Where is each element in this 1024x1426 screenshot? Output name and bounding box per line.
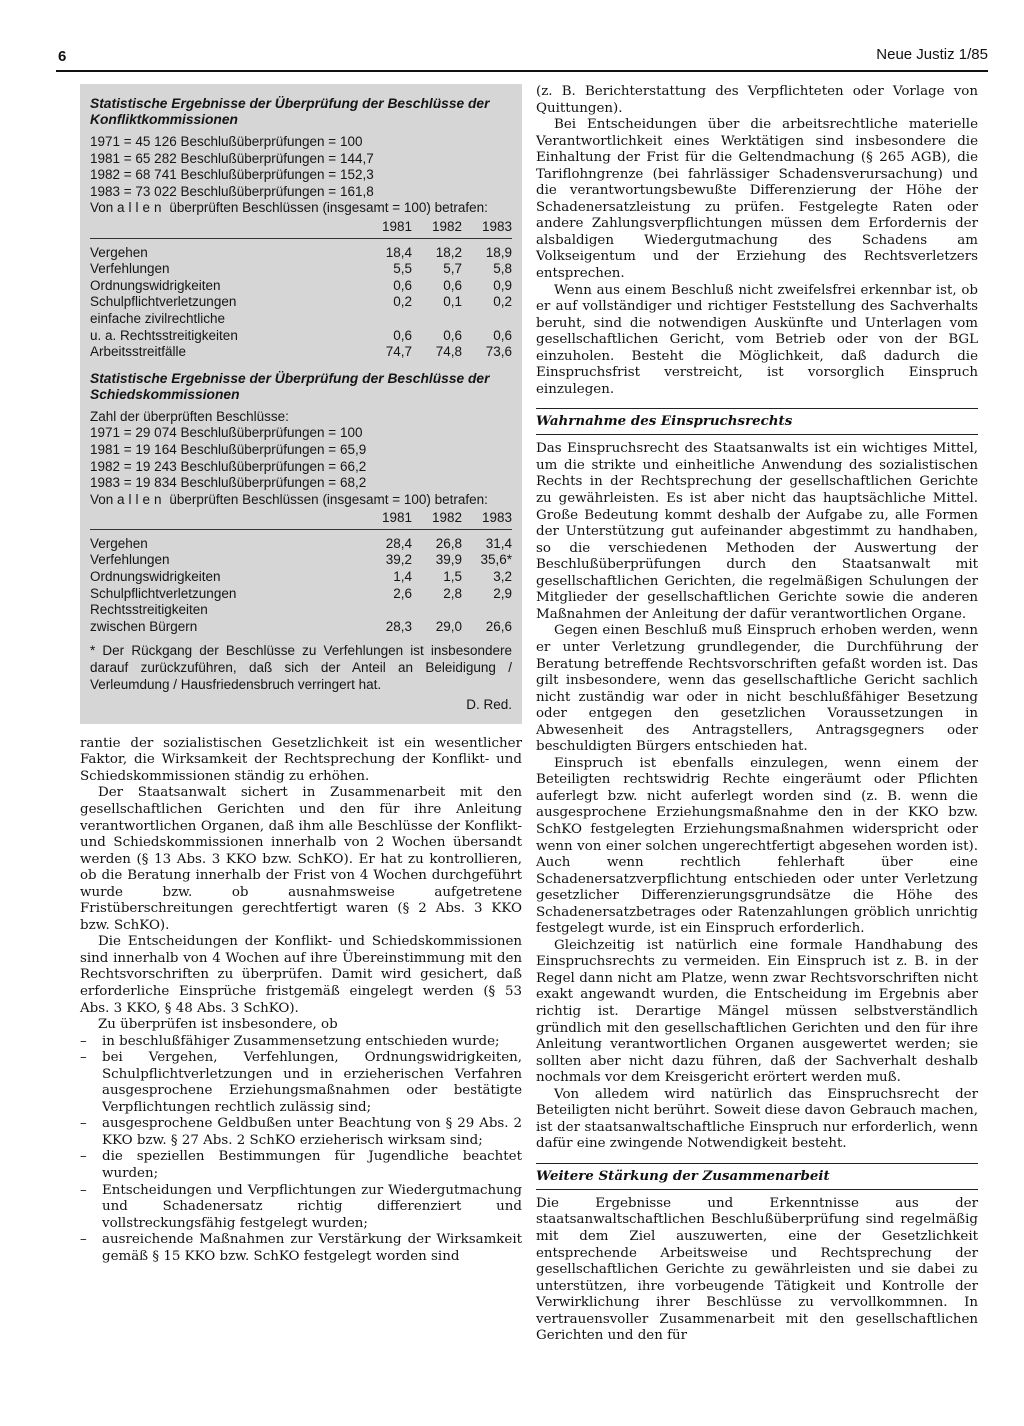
list-item xyxy=(80,1183,522,1233)
dash-marker: – xyxy=(80,1050,87,1066)
s-count-line: 1971 = 29 074 Beschlußüberprüfungen = 100 xyxy=(90,425,363,441)
row-label: Schulpflichtverletzungen xyxy=(90,294,237,310)
journal-title: Neue Justiz 1/85 xyxy=(876,46,988,63)
cell: 5,5 xyxy=(393,261,412,277)
dash-marker: – xyxy=(80,1232,87,1248)
table-row xyxy=(90,619,512,636)
cell: 31,4 xyxy=(485,535,512,551)
list-item xyxy=(80,1116,522,1149)
cell: 39,2 xyxy=(385,552,412,568)
list-item-text: ausreichende Maßnahmen zur Verstärkung der Wirksamkeit gemäß § 15 KKO bzw. SchKO festgelegt worden sind xyxy=(102,1232,522,1264)
list-item-text: die speziellen Bestimmungen für Jugendliche beachtet wurden; xyxy=(102,1149,522,1182)
cell: 18,9 xyxy=(485,244,512,260)
cell xyxy=(462,311,512,328)
cell: 0,6 xyxy=(393,327,412,343)
cell: 28,4 xyxy=(385,535,412,551)
cell: 2,6 xyxy=(393,585,412,601)
cell: 18,4 xyxy=(385,244,412,260)
right-column xyxy=(536,84,978,1345)
year-header: 1982 xyxy=(412,219,462,238)
list-item xyxy=(80,1034,522,1051)
paragraph: Die Ergebnisse und Erkenntnisse aus der staatsanwaltschaftlichen Beschlußüberprüfung sind regelmäßig mit dem Ziel auszuwerten, eine der Gesetzlichkeit entsprechende Arbeitsweise und Rechtsprechung der gesellschaftlichen Gerichte zu gewährleisten und sie dabei zu unterstützen, ihre vorbeugende Tätigkeit und Kontrolle der Verwirklichung ihrer Beschlüsse zu vervollkommnen. In vertrauensvoller Zusammenarbeit mit den gesellschaftlichen Gerichten und den für xyxy=(536,1195,978,1344)
cell: 1,4 xyxy=(393,569,412,585)
k-table-header xyxy=(90,219,512,238)
table-row xyxy=(90,238,512,261)
row-label: Schulpflichtverletzungen xyxy=(90,585,237,601)
year-header: 1983 xyxy=(462,219,512,238)
cell: 0,2 xyxy=(493,294,512,310)
row-label: Verfehlungen xyxy=(90,261,170,277)
cell: 29,0 xyxy=(435,618,462,634)
paragraph: Wenn aus einem Beschluß nicht zweifelsfrei erkennbar ist, ob er auf vollständiger und richtiger Feststellung des Sachverhalts beruht, sind die notwendigen Auskünfte und Unterlagen vom gesellschaftlichen Gericht, vom Betrieb oder von der BGL einzuholen. Besteht die Möglichkeit, daß dadurch die Einspruchsfrist verstreicht, ist vorsorglich Einspruch einzulegen. xyxy=(536,282,978,397)
paragraph: Von alledem wird natürlich das Einspruchsrecht der Beteiligten nicht berührt. Soweit diese davon Gebrauch machen, ist der staatsanwaltschaftliche Einspruch nur erforderlich, wenn dafür eine zwingende Notwendigkeit besteht. xyxy=(536,1086,978,1152)
table-row xyxy=(90,294,512,311)
editor-signature: D. Red. xyxy=(466,697,512,713)
section-heading: Weitere Stärkung der Zusammenarbeit xyxy=(536,1163,978,1190)
table-row xyxy=(90,529,512,552)
year-header: 1982 xyxy=(412,510,462,529)
row-label: Arbeitsstreitfälle xyxy=(90,344,187,360)
row-label: Verfehlungen xyxy=(90,552,170,568)
cell: 18,2 xyxy=(435,244,462,260)
s-count-line: 1981 = 19 164 Beschlußüberprüfungen = 65,9 xyxy=(90,441,367,457)
k-intro xyxy=(90,200,512,217)
cell xyxy=(412,311,462,328)
cell: 35,6* xyxy=(480,552,512,568)
cell: 26,8 xyxy=(435,535,462,551)
cell: 0,9 xyxy=(493,277,512,293)
s-intro xyxy=(90,492,512,509)
k-count-line: 1983 = 73 022 Beschlußüberprüfungen = 161,8 xyxy=(90,183,374,199)
section-heading: Wahrnahme des Einspruchsrechts xyxy=(536,408,978,435)
stats-title-konflikt: Statistische Ergebnisse der Überprüfung der Beschlüsse der Konfliktkommissionen xyxy=(90,96,490,127)
cell: 26,6 xyxy=(485,618,512,634)
k-count-line: 1982 = 68 741 Beschlußüberprüfungen = 152,3 xyxy=(90,167,374,183)
year-header: 1981 xyxy=(362,219,412,238)
cell: 28,3 xyxy=(385,618,412,634)
cell: 73,6 xyxy=(485,344,512,360)
paragraph: rantie der sozialistischen Gesetzlichkeit ist ein wesentlicher Faktor, die Wirksamkeit der Rechtsprechung der Konflikt- und Schiedskommissionen ständig zu erhöhen. xyxy=(80,735,522,784)
row-label: zwischen Bürgern xyxy=(90,618,198,634)
intro-b: überprüften Beschlüssen (insgesamt = 100) betrafen: xyxy=(169,491,488,507)
paragraph: Einspruch ist ebenfalls einzulegen, wenn einem der Beteiligten rechtswidrig Rechte eingeräumt oder Pflichten auferlegt bzw. nicht auferlegt worden sind (z. B. wenn die ausgesprochene Erziehungsmaßnahme den in der KKO bzw. SchKO festgelegten Erziehungsmaßnahmen widerspricht oder wenn von einer solchen ungerechtfertigt abgesehen worden ist). Auch wenn rechtlich fehlerhaft über eine Schadenersatzverpflichtung entschieden oder unter Verletzung gesetzlicher Differenzierungsgrundsätze die Höhe des Schadenersatzbetrages oder Ratenzahlungen gröblich unrichtig festgelegt wurde, ist ein Einspruch erforderlich. xyxy=(536,755,978,937)
cell xyxy=(462,602,512,619)
cell: 74,7 xyxy=(385,344,412,360)
k-table xyxy=(90,219,512,361)
list-item-text: bei Vergehen, Verfehlungen, Ordnungswidrigkeiten, Schulpflichtverletzungen und in erzieherischen Verfahren ausgesprochene Erziehungsmaßnahmen oder bestätigte Verpflichtungen rechtlich zulässig sind; xyxy=(102,1050,522,1115)
paragraph: Gegen einen Beschluß muß Einspruch erhoben werden, wenn er unter Verletzung grundlegender, die Durchführung der Beratung betreffende Rechtsvorschriften gefaßt worden ist. Das gilt insbesondere, wenn das gesellschaftliche Gericht sachlich nicht zuständig war oder in nicht beschlußfähiger Besetzung oder entgegen den gesetzlichen Voraussetzungen in Abwesenheit des Antragstellers, Antragsgegners oder beschuldigten Bürgers entschieden hat. xyxy=(536,623,978,755)
table-row xyxy=(90,311,512,328)
list-item-text: in beschlußfähiger Zusammensetzung entschieden wurde; xyxy=(102,1033,500,1049)
table-row xyxy=(90,278,512,295)
table-row xyxy=(90,344,512,361)
cell xyxy=(362,311,412,328)
table-row xyxy=(90,261,512,278)
list-item-text: ausgesprochene Geldbußen unter Beachtung von § 29 Abs. 2 KKO bzw. § 27 Abs. 2 SchKO erzieherisch wirksam sind; xyxy=(102,1116,522,1148)
cell xyxy=(412,602,462,619)
s-count-line: 1982 = 19 243 Beschlußüberprüfungen = 66,2 xyxy=(90,458,367,474)
cell: 1,5 xyxy=(443,569,462,585)
list-item xyxy=(80,1149,522,1182)
intro-spaced: allen xyxy=(117,200,166,216)
stats-title-schieds: Statistische Ergebnisse der Überprüfung der Beschlüsse der Schiedskommissionen xyxy=(90,370,490,402)
row-label: Vergehen xyxy=(90,535,148,551)
paragraph: (z. B. Berichterstattung des Verpflichteten oder Vorlage von Quittungen). xyxy=(536,84,978,116)
intro-b: überprüften Beschlüssen (insgesamt = 100) betrafen: xyxy=(169,200,488,216)
cell: 2,8 xyxy=(443,585,462,601)
footnote: * Der Rückgang der Beschlüsse zu Verfehlungen ist insbesondere darauf zurückzuführen, daß sich der Anteil an Beleidigung / Verleumdung / Hausfriedensbruch verringert hat. xyxy=(90,643,512,692)
row-label: u. a. Rechtsstreitigkeiten xyxy=(90,327,238,343)
intro-spaced: allen xyxy=(117,491,166,507)
s-count-head: Zahl der überprüften Beschlüsse: xyxy=(90,408,289,424)
table-row xyxy=(90,328,512,345)
k-count-line: 1981 = 65 282 Beschlußüberprüfungen = 144,7 xyxy=(90,150,374,166)
check-list xyxy=(80,1034,522,1266)
s-count-line: 1983 = 19 834 Beschlußüberprüfungen = 68,2 xyxy=(90,475,367,491)
year-header: 1981 xyxy=(362,510,412,529)
page-number: 6 xyxy=(58,48,67,65)
header-rule xyxy=(56,70,988,72)
cell: 0,6 xyxy=(393,277,412,293)
cell: 74,8 xyxy=(435,344,462,360)
year-header: 1983 xyxy=(462,510,512,529)
list-item-text: Entscheidungen und Verpflichtungen zur Wiedergutmachung und Schadenersatz richtig differenziert und vollstreckungsfähig festgelegt wurden; xyxy=(102,1182,522,1231)
row-label: Ordnungswidrigkeiten xyxy=(90,569,221,585)
dash-marker: – xyxy=(80,1116,87,1132)
row-label: Vergehen xyxy=(90,244,148,260)
cell: 5,7 xyxy=(443,261,462,277)
cell: 0,6 xyxy=(443,327,462,343)
list-item xyxy=(80,1050,522,1116)
intro-a: Von xyxy=(90,200,114,216)
paragraph: Gleichzeitig ist natürlich eine formale Handhabung des Einspruchsrechts zu vermeiden. Ein Einspruch ist z. B. in der Regel dann nicht am Platze, wenn zwar Rechtsvorschriften nicht exakt angewandt wurden, die Entscheidung im Ergebnis aber richtig ist. Derartige Mängel müssen selbstverständlich gründlich mit den gesellschaftlichen Gerichten und den für ihre Anleitung verantwortlichen Organen ausgewertet werden; sie sollten aber nicht dazu führen, daß der Sachverhalt deshalb nochmals vor dem Kreisgericht erörtert werden muß. xyxy=(536,937,978,1086)
dash-marker: – xyxy=(80,1149,87,1165)
left-body xyxy=(80,736,522,1266)
k-count-line: 1971 = 45 126 Beschlußüberprüfungen = 100 xyxy=(90,134,363,149)
table-row xyxy=(90,569,512,586)
row-label: Rechtsstreitigkeiten xyxy=(90,602,208,618)
row-label: einfache zivilrechtliche xyxy=(90,310,226,326)
table-row xyxy=(90,586,512,603)
paragraph: Der Staatsanwalt sichert in Zusammenarbeit mit den gesellschaftlichen Gerichten und den für ihre Anleitung verantwortlichen Organen, daß ihm alle Beschlüsse der Konflikt- und Schiedskommissionen innerhalb von 2 Wochen übersandt werden (§ 13 Abs. 3 KKO bzw. SchKO). Er hat zu kontrollieren, ob die Beratung innerhalb der Frist von 4 Wochen durchgeführt wurde bzw. ob ausnahmsweise aufgetretene Fristüberschreitungen gerechtfertigt waren (§ 2 Abs. 3 KKO bzw. SchKO). xyxy=(80,785,522,933)
dash-marker: – xyxy=(80,1182,87,1198)
paragraph: Zu überprüfen ist insbesondere, ob xyxy=(98,1017,338,1033)
cell xyxy=(362,602,412,619)
cell: 3,2 xyxy=(493,569,512,585)
cell: 39,9 xyxy=(435,552,462,568)
cell: 0,6 xyxy=(443,277,462,293)
paragraph: Das Einspruchsrecht des Staatsanwalts ist ein wichtiges Mittel, um die strikte und einheitliche Anwendung des sozialistischen Rechts in der Rechtsprechung der gesellschaftlichen Gerichte zu gewährleisten. Es ist aber nicht das hauptsächliche Mittel. Große Bedeutung kommt deshalb der Aufgabe zu, alle Formen der Unterstützung gut aufeinander abgestimmt zu handhaben, so die verschiedenen Methoden der Auswertung der Beschlußüberprüfungen durch den Staatsanwalt mit gesellschaftlichen Gerichten, die regelmäßigen Schulungen der Mitglieder der gesellschaftlichen Gerichte sowie die anderen Maßnahmen der Anleitung der dafür verantwortlichen Organe. xyxy=(536,441,978,622)
row-label: Ordnungswidrigkeiten xyxy=(90,277,221,293)
table-row xyxy=(90,552,512,569)
paragraph: Die Entscheidungen der Konflikt- und Schiedskommissionen sind innerhalb von 4 Wochen auf ihre Übereinstimmung mit den Rechtsvorschriften zu überprüfen. Damit wird gesichert, daß erforderliche Einsprüche fristgemäß eingelegt werden (§ 53 Abs. 3 KKO, § 48 Abs. 3 SchKO). xyxy=(80,934,522,1016)
s-table xyxy=(90,510,512,635)
intro-a: Von xyxy=(90,491,114,507)
cell: 0,1 xyxy=(443,294,462,310)
cell: 2,9 xyxy=(493,585,512,601)
list-item xyxy=(80,1232,522,1265)
paragraph: Bei Entscheidungen über die arbeitsrechtliche materielle Verantwortlichkeit eines Werktätigen sind insbesondere die Einhaltung der Frist für die Geltendmachung (§ 265 AGB), die Tariflohngrenze (bei fahrlässiger Schadensverursachung) und die verantwortungsbewußte Differenzierung der Höhe der Schadenersatzleistung zu prüfen. Festgelegte Raten oder andere Zahlungsverpflichtungen müssen dem Erfordernis der alsbaldigen Wiedergutmachung des Schadens am Volkseigentum und der Erziehung des Rechtsverletzers entsprechen. xyxy=(536,117,978,282)
dash-marker: – xyxy=(80,1033,87,1049)
cell: 5,8 xyxy=(493,261,512,277)
table-row xyxy=(90,602,512,619)
cell: 0,2 xyxy=(393,294,412,310)
statistics-box xyxy=(80,84,522,724)
s-table-header xyxy=(90,510,512,529)
cell: 0,6 xyxy=(493,327,512,343)
left-column xyxy=(80,84,522,1265)
